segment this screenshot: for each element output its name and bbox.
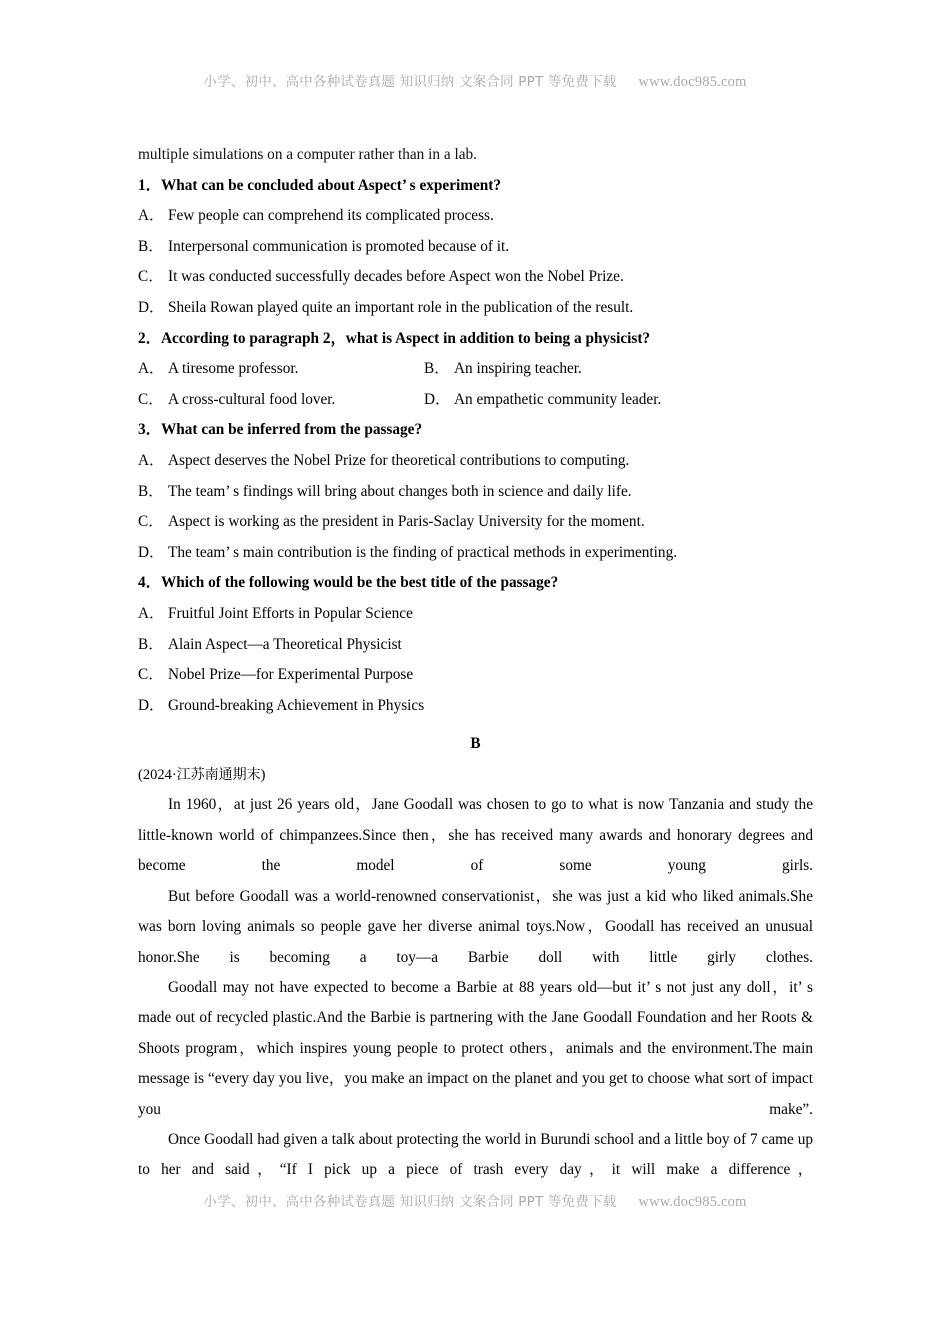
question-4-stem xyxy=(138,568,813,599)
question-1-option-b[interactable] xyxy=(138,232,813,263)
question-3-number: 3． xyxy=(138,421,161,439)
question-1-option-d-text: Sheila Rowan played quite an important role in the publication of the result. xyxy=(168,298,634,316)
source-attribution xyxy=(138,760,813,791)
passage-paragraph-2: But before Goodall was a world-renowned conservationist，she was just a kid who liked animals.She was born loving animals so people gave her diverse animal toys.Now，Goodall has received an unusual honor.She is becoming a toy—a Barbie doll with little girly clothes. xyxy=(138,887,813,966)
question-4-option-a[interactable] xyxy=(138,599,813,630)
question-3-option-a-label: A． xyxy=(138,451,165,469)
question-3-option-a-text: Aspect deserves the Nobel Prize for theoretical contributions to computing. xyxy=(168,451,630,469)
question-1-option-a-label: A． xyxy=(138,207,165,225)
question-2-option-b[interactable] xyxy=(424,354,724,385)
question-4-option-a-text: Fruitful Joint Efforts in Popular Science xyxy=(168,604,413,622)
question-3-option-d-text: The team’ s main contribution is the finding of practical methods in experimenting. xyxy=(168,543,678,561)
question-3-stem-text: What can be inferred from the passage? xyxy=(160,421,423,439)
question-2-option-c-text: A cross-cultural food lover. xyxy=(168,390,336,408)
question-2-option-a-text: A tiresome professor. xyxy=(168,360,299,378)
question-1-stem-text: What can be concluded about Aspect’ s experiment? xyxy=(160,176,502,194)
question-1-option-c-text: It was conducted successfully decades before Aspect won the Nobel Prize. xyxy=(168,268,624,286)
question-4-option-d-label: D． xyxy=(138,696,165,714)
question-4-option-a-label: A． xyxy=(138,604,165,622)
question-2-option-row-1 xyxy=(138,354,813,385)
question-2-stem xyxy=(138,324,813,355)
document-body xyxy=(138,140,813,1186)
question-4-option-d[interactable] xyxy=(138,691,813,722)
question-2-option-d[interactable] xyxy=(424,385,724,416)
question-1-stem xyxy=(138,171,813,202)
footer-watermark-chinese-text: 小学、初中、高中各种试卷真题 知识归纳 文案合同 PPT 等免费下载 xyxy=(203,1194,617,1210)
question-2-option-b-label: B． xyxy=(424,360,450,378)
question-1-option-d-label: D． xyxy=(138,298,165,316)
passage-paragraph-4: Once Goodall had given a talk about protecting the world in Burundi school and a little boy of 7 came up to her and said，“If I pick up a piece of trash every day，it will make a difference， xyxy=(138,1130,813,1179)
question-3-option-c[interactable] xyxy=(138,507,813,538)
question-3-option-d-label: D． xyxy=(138,543,165,561)
question-4-number: 4． xyxy=(138,574,161,592)
footer-watermark xyxy=(0,1190,950,1211)
question-2-option-a-label: A． xyxy=(138,360,165,378)
question-4-option-c[interactable] xyxy=(138,660,813,691)
question-3-option-c-text: Aspect is working as the president in Paris-Saclay University for the moment. xyxy=(168,513,645,531)
question-2-option-row-2 xyxy=(138,385,813,416)
question-2-option-c-label: C． xyxy=(138,390,164,408)
question-1-option-b-label: B． xyxy=(138,237,164,255)
question-3-option-b-label: B． xyxy=(138,482,164,500)
source-prefix: (2024· xyxy=(138,766,177,783)
question-2-option-c[interactable] xyxy=(138,385,424,416)
question-1-number: 1． xyxy=(138,176,161,194)
question-1-option-c-label: C． xyxy=(138,268,164,286)
question-3-option-d[interactable] xyxy=(138,538,813,569)
question-1-option-a-text: Few people can comprehend its complicated process. xyxy=(168,207,494,225)
passage-paragraph-3: Goodall may not have expected to become a Barbie at 88 years old—but it’ s not just any doll，it’ s made out of recycled plastic.And the Barbie is partnering with the Jane Goodall Foundation and her Roots & Shoots program，which inspires young people to protect others，animals and the environment.The main message is “every day you live，you make an impact on the planet and you get to choose what sort of impact you make”. xyxy=(138,978,813,1118)
question-4-option-d-text: Ground-breaking Achievement in Physics xyxy=(168,696,425,714)
question-2-number: 2． xyxy=(138,329,161,347)
question-1-option-b-text: Interpersonal communication is promoted because of it. xyxy=(168,237,510,255)
question-2-stem-text: According to paragraph 2，what is Aspect in addition to being a physicist? xyxy=(160,329,651,347)
question-2-option-d-label: D． xyxy=(424,390,451,408)
section-letter-b: B xyxy=(470,735,481,753)
question-1-option-c[interactable] xyxy=(138,262,813,293)
footer-watermark-url: www.doc985.com xyxy=(638,1194,747,1210)
question-2-option-a[interactable] xyxy=(138,354,424,385)
source-region-text: 江苏南通期末 xyxy=(176,766,261,783)
question-4-option-c-label: C． xyxy=(138,666,164,684)
question-3-stem xyxy=(138,415,813,446)
header-watermark xyxy=(0,70,950,91)
question-3-option-b-text: The team’ s findings will bring about changes both in science and daily life. xyxy=(168,482,632,500)
passage-paragraph-1: In 1960，at just 26 years old，Jane Goodall was chosen to go to what is now Tanzania and study the little-known world of chimpanzees.Since then，she has received many awards and honorary degrees and become the model of some young girls. xyxy=(138,796,813,875)
question-2-option-b-text: An inspiring teacher. xyxy=(454,360,582,378)
carryover-line: multiple simulations on a computer rather than in a lab. xyxy=(138,146,477,163)
question-3-option-a[interactable] xyxy=(138,446,813,477)
header-watermark-chinese-text: 小学、初中、高中各种试卷真题 知识归纳 文案合同 PPT 等免费下载 xyxy=(203,74,617,90)
question-4-option-b-label: B． xyxy=(138,635,164,653)
question-4-option-b-text: Alain Aspect—a Theoretical Physicist xyxy=(168,635,402,653)
question-4-option-b[interactable] xyxy=(138,630,813,661)
question-4-option-c-text: Nobel Prize—for Experimental Purpose xyxy=(168,666,414,684)
question-2-option-d-text: An empathetic community leader. xyxy=(454,390,662,408)
question-1-option-a[interactable] xyxy=(138,201,813,232)
question-3-option-c-label: C． xyxy=(138,513,164,531)
question-4-stem-text: Which of the following would be the best title of the passage? xyxy=(160,574,559,592)
question-1-option-d[interactable] xyxy=(138,293,813,324)
question-3-option-b[interactable] xyxy=(138,477,813,508)
source-suffix: ) xyxy=(260,766,266,783)
header-watermark-url: www.doc985.com xyxy=(638,74,747,90)
